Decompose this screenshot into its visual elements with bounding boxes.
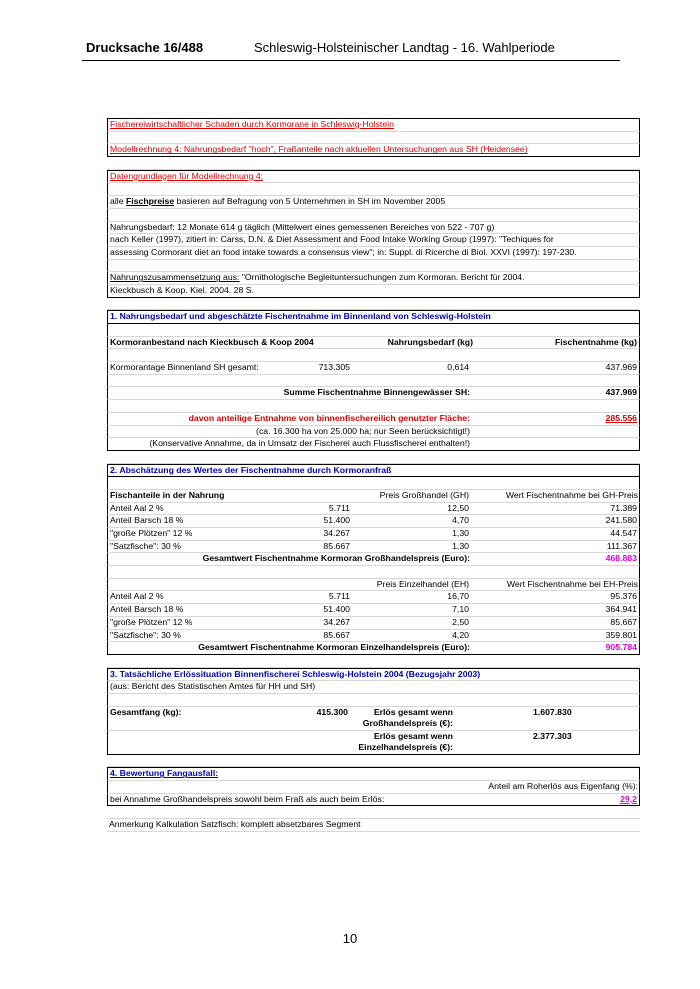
total-catch-value: 415.300	[316, 706, 348, 717]
gh-total-value: 468.883	[605, 553, 637, 564]
fish-price: 12,50	[447, 502, 469, 513]
basis-line-5	[107, 272, 640, 285]
gh-price-heading: Preis Großhandel (GH)	[379, 489, 469, 500]
fish-value: 359.801	[605, 629, 637, 640]
fish-price: 1,30	[452, 528, 469, 538]
eh-row	[107, 617, 640, 630]
fish-amount: 85.667	[323, 540, 350, 551]
title-row	[107, 118, 640, 132]
fish-amount: 5.711	[328, 502, 350, 513]
fish-amount: 51.400	[323, 515, 350, 526]
eh-price-heading: Preis Einzelhandel (EH)	[376, 578, 469, 589]
loss-share-value: 29,2	[620, 793, 637, 804]
section-1-title-row	[107, 310, 640, 324]
remark-text: Anmerkung Kalkulation Satzfisch: komplett absetzbares Segment	[109, 819, 361, 830]
section-3-gh-row	[107, 707, 640, 731]
spreadsheet	[107, 118, 640, 832]
fish-amount: 51.400	[323, 604, 350, 615]
basis-title: Datengrundlagen für Modellrechnung 4:	[110, 170, 264, 181]
share-value: 285.556	[605, 412, 637, 423]
model-row	[107, 144, 640, 157]
basis-title-row	[107, 170, 640, 184]
sum-label: Summe Fischentnahme Binnengewässer SH:	[283, 387, 470, 398]
eh-row	[107, 630, 640, 643]
basis-pre: alle	[110, 196, 126, 207]
section-1-share-row	[107, 413, 640, 426]
section-1-header	[107, 337, 640, 350]
basis-line-4	[107, 247, 640, 260]
gh-total-label: Gesamtwert Fischentnahme Kormoran Großhandelspreis (Euro):	[202, 553, 470, 564]
sheet-title: Fischereiwirtschaftlicher Schaden durch Kormorane in Schleswig-Holstein	[110, 119, 394, 129]
gh-revenue-label-1: Erlös gesamt wenn	[373, 706, 453, 717]
row-label: Kormorantage Binnenland SH gesamt:	[110, 362, 259, 373]
remark-row	[107, 819, 640, 832]
fish-removal-kg: 437.969	[605, 362, 637, 373]
cormorant-days: 713.305	[318, 362, 350, 373]
eh-row	[107, 591, 640, 604]
gh-row	[107, 515, 640, 528]
document-number: Drucksache 16/488	[86, 40, 204, 55]
eh-value-heading: Wert Fischentnahme bei EH-Preis	[506, 578, 638, 589]
fish-label: Anteil Aal 2 %	[110, 591, 164, 602]
basis-line-1	[107, 196, 640, 209]
section-4-title-row	[107, 767, 640, 781]
eh-total-row	[107, 642, 640, 655]
section-3-title-row	[107, 668, 640, 682]
food-requirement-kg: 0,614	[447, 362, 469, 373]
basis-line-6	[107, 285, 640, 298]
col-population: Kormoranbestand nach Kieckbusch & Koop 2004	[110, 336, 314, 347]
section-3-source-row	[107, 681, 640, 694]
fish-amount: 34.267	[323, 616, 350, 627]
fish-price: 4,20	[452, 629, 469, 640]
fish-label: "große Plötzen" 12 %	[110, 528, 193, 538]
gh-total-row	[107, 553, 640, 566]
fish-amount: 34.267	[323, 528, 350, 538]
section-2-title: 2. Abschätzung des Wertes der Fischentnahme durch Kormoranfraß	[110, 464, 392, 475]
basis-bold: Fischpreise	[125, 196, 175, 207]
eh-row	[107, 604, 640, 617]
gh-row	[107, 528, 640, 541]
section-4-title: 4. Bewertung Fangausfall:	[110, 768, 219, 779]
fish-value: 71.389	[610, 502, 637, 513]
gh-revenue-label-2: Großhandelspreis (€):	[362, 718, 453, 729]
col-fish-removal: Fischentnahme (kg)	[554, 336, 637, 347]
eh-revenue-value: 2.377.303	[533, 730, 572, 741]
gh-row	[107, 541, 640, 554]
share-label: davon anteilige Entnahme von binnenfischereilich genutzter Fläche:	[188, 412, 470, 423]
fish-amount: 85.667	[323, 629, 350, 640]
assumption-text: bei Annahme Großhandelspreis sowohl beim Fraß als auch beim Erlös:	[110, 793, 385, 804]
section-1-data-row	[107, 362, 640, 375]
citation-line-2: assessing Cormorant diet an food intake towards a consensus view"; in: Suppl. di Ricerche di Biol. XXVI (1997): 197-230.	[110, 246, 577, 257]
food-requirement-text: Nahrungsbedarf: 12 Monate 614 g täglich (Mittelwert eines gemessenen Bereiches von 522 - 707 g)	[110, 221, 495, 232]
section-2-eh-header	[107, 579, 640, 592]
fish-amount: 5.711	[328, 591, 350, 602]
page-header	[82, 38, 620, 61]
fish-label: "Satzfische": 30 %	[110, 629, 181, 640]
gh-revenue-value: 1.607.830	[533, 706, 572, 717]
section-3-title: 3. Tatsächliche Erlössituation Binnenfischerei Schleswig-Holstein 2004 (Bezugsjahr 2003)	[110, 668, 481, 679]
basis-line-2	[107, 222, 640, 235]
fish-price: 2,50	[452, 616, 469, 627]
eh-total-label: Gesamtwert Fischentnahme Kormoran Einzelhandelspreis (Euro):	[198, 642, 470, 653]
note-conservative: (Konservative Annahme, da in Umsatz der Fischerei auch Flussfischerei enthalten!)	[149, 438, 470, 449]
share-heading: Anteil am Roherlös aus Eigenfang (%):	[488, 781, 638, 791]
section-4-head-row	[107, 781, 640, 794]
page-number: 10	[342, 931, 358, 946]
col-food-requirement: Nahrungsbedarf (kg)	[387, 336, 473, 347]
fish-label: "große Plötzen" 12 %	[110, 616, 193, 627]
fish-price: 16,70	[447, 591, 469, 602]
fish-value: 95.376	[610, 591, 637, 602]
fish-value: 364.941	[605, 604, 637, 615]
fish-price: 7,10	[452, 604, 469, 615]
composition-label: Nahrungszusammensetzung aus:	[110, 272, 240, 283]
fish-price: 4,70	[452, 515, 469, 526]
fish-share-heading: Fischanteile in der Nahrung	[110, 489, 225, 500]
note-area: (ca. 16.300 ha von 25.000 ha; nur Seen berücksichtigt!)	[256, 425, 470, 436]
section-2-title-row	[107, 464, 640, 478]
fish-label: Anteil Aal 2 %	[110, 502, 164, 513]
model-description: Modellrechnung 4: Nahrungsbedarf "hoch", Fraßanteile nach aktuellen Untersuchungen aus SH (Heidensee)	[110, 144, 528, 155]
fish-label: "Satzfische": 30 %	[110, 540, 181, 551]
eh-revenue-label-2: Einzelhandelspreis (€):	[358, 742, 453, 753]
fish-label: Anteil Barsch 18 %	[110, 604, 184, 615]
section-1-sum-row	[107, 387, 640, 400]
citation-line-1: nach Keller (1997), zitiert in: Carss, D.N. & Diet Assessment and Food Intake Working Group (1997): "Techiques for	[110, 234, 554, 245]
fish-label: Anteil Barsch 18 %	[110, 515, 184, 526]
fish-value: 111.367	[606, 540, 637, 551]
composition-source: "Ornithologische Begleituntersuchungen zum Kormoran. Bericht für 2004.	[239, 272, 525, 283]
eh-revenue-label-1: Erlös gesamt wenn	[373, 730, 453, 741]
basis-post: basieren auf Befragung von 5 Unternehmen in SH im November 2005	[174, 196, 446, 207]
composition-source-2: Kieckbusch & Koop. Kiel. 2004. 28 S.	[110, 284, 254, 295]
section-4-value-row	[107, 794, 640, 807]
section-3-eh-row	[107, 731, 640, 755]
gh-row	[107, 503, 640, 516]
section-3-source: (aus: Bericht des Statistischen Amtes für HH und SH)	[110, 681, 316, 692]
sum-value: 437.969	[605, 387, 637, 398]
gh-value-heading: Wert Fischentnahme bei GH-Preis	[505, 489, 638, 500]
fish-value: 44.547	[610, 528, 637, 538]
section-1-title: 1. Nahrungsbedarf und abgeschätzte Fischentnahme im Binnenland von Schleswig-Holstein	[110, 311, 491, 322]
section-1-note-1	[107, 426, 640, 439]
eh-total-value: 905.784	[605, 642, 637, 653]
section-2-gh-header	[107, 490, 640, 503]
basis-line-3	[107, 234, 640, 247]
fish-value: 241.580	[605, 515, 637, 526]
fish-price: 1,30	[452, 540, 469, 551]
total-catch-label: Gesamtfang (kg):	[110, 706, 182, 717]
section-1-note-2	[107, 438, 640, 451]
fish-value: 85.667	[610, 616, 637, 627]
parliament-title: Schleswig-Holsteinischer Landtag - 16. Wahlperiode	[254, 40, 555, 55]
